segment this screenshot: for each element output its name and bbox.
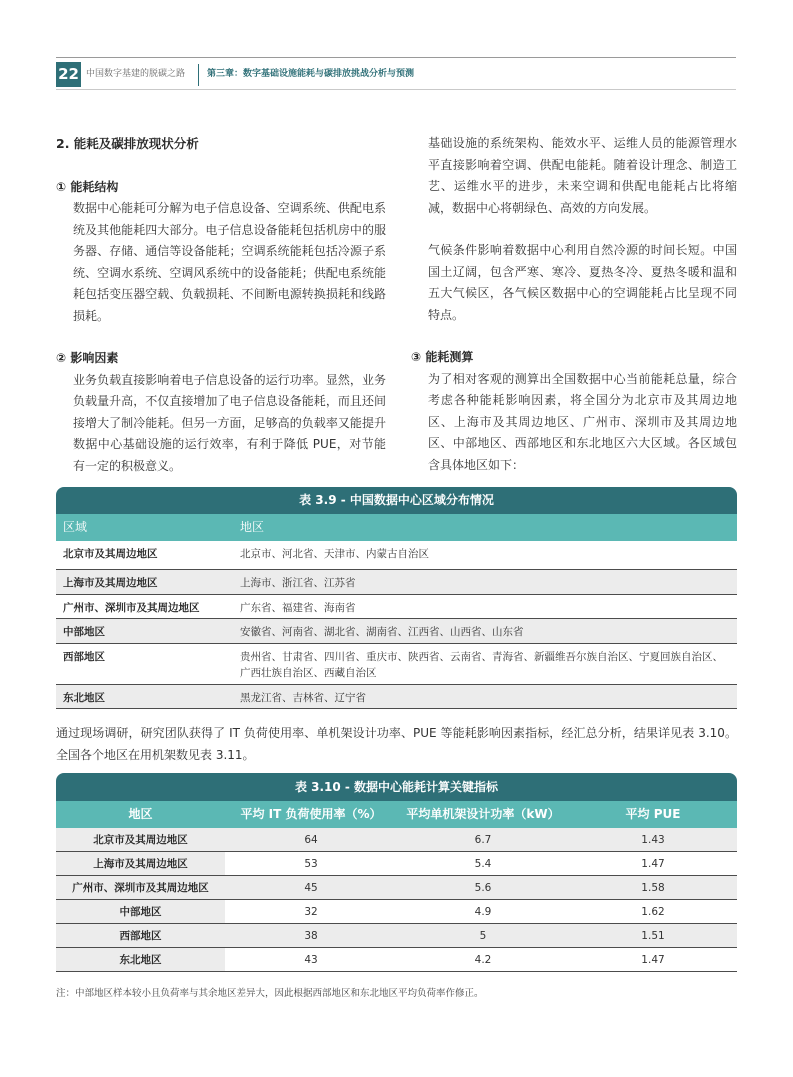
header-separator bbox=[198, 64, 199, 86]
areas-cell: 安徽省、河南省、湖北省、湖南省、江西省、山西省、山东省 bbox=[240, 626, 524, 638]
subheading-energy-estimation: ③ 能耗测算 bbox=[411, 350, 474, 364]
it-load-cell: 43 bbox=[304, 954, 318, 966]
table-row bbox=[56, 619, 737, 644]
areas-cell: 广东省、福建省、海南省 bbox=[240, 602, 356, 614]
it-load-cell: 45 bbox=[304, 882, 318, 894]
areas-cell: 贵州省、甘肃省、四川省、重庆市、陕西省、云南省、青海省、新疆维吾尔族自治区、宁夏回族自治区、广西壮族自治区、西藏自治区 bbox=[240, 651, 723, 679]
right-column bbox=[411, 133, 737, 476]
column-header-it-load: 平均 IT 负荷使用率（%） bbox=[240, 807, 382, 821]
pue-cell: 1.47 bbox=[641, 858, 665, 870]
region-cell: 广州市、深圳市及其周边地区 bbox=[72, 882, 209, 894]
table-title: 表 3.10 - 数据中心能耗计算关键指标 bbox=[56, 773, 737, 801]
rack-power-cell: 4.2 bbox=[474, 954, 492, 966]
it-load-cell: 38 bbox=[304, 930, 318, 942]
table-row bbox=[56, 541, 737, 570]
areas-cell: 北京市、河北省、天津市、内蒙古自治区 bbox=[240, 548, 429, 560]
paragraph-influence-factors: 业务负载直接影响着电子信息设备的运行功率。显然，业务负载量升高，不仅直接增加了电子信息设备能耗，而且还间接增大了制冷能耗。但另一方面，足够高的负载率又能提升数据中心基础设施的运行效率，有利于降低 PUE，对节能有一定的积极意义。 bbox=[73, 372, 386, 473]
table-footnote: 注：中部地区样本较小且负荷率与其余地区差异大，因此根据西部地区和东北地区平均负荷率作修正。 bbox=[56, 988, 484, 999]
paragraph-energy-estimation: 为了相对客观的测算出全国数据中心当前能耗总量，综合考虑各种能耗影响因素，将全国分为北京市及其周边地区、上海市及其周边地区、广州市、深圳市及其周边地区、中部地区、西部地区和东北地区六大区域。各区域包含具体地区如下： bbox=[428, 371, 737, 472]
it-load-cell: 32 bbox=[304, 906, 318, 918]
areas-cell: 上海市、浙江省、江苏省 bbox=[240, 577, 356, 589]
subheading-influence-factors: ② 影响因素 bbox=[56, 351, 119, 365]
rack-power-cell: 5.4 bbox=[474, 858, 492, 870]
rack-power-cell: 6.7 bbox=[474, 834, 492, 846]
page-number: 22 bbox=[56, 62, 81, 87]
pue-cell: 1.62 bbox=[641, 906, 665, 918]
it-load-cell: 53 bbox=[304, 858, 318, 870]
table-row bbox=[56, 948, 737, 972]
column-header-region: 区域 bbox=[63, 520, 88, 534]
subheading-energy-structure: ① 能耗结构 bbox=[56, 179, 119, 194]
table-row bbox=[56, 644, 737, 685]
region-cell: 中部地区 bbox=[63, 626, 105, 638]
rack-power-cell: 5.6 bbox=[474, 882, 492, 894]
header-top-rule bbox=[56, 57, 736, 58]
table-title: 表 3.9 - 中国数据中心区域分布情况 bbox=[56, 487, 737, 514]
region-cell: 上海市及其周边地区 bbox=[63, 577, 158, 589]
chapter-title: 第三章：数字基础设施能耗与碳排放挑战分析与预测 bbox=[207, 69, 415, 79]
table-row bbox=[56, 828, 737, 852]
region-cell: 北京市及其周边地区 bbox=[63, 548, 158, 560]
it-load-cell: 64 bbox=[304, 834, 318, 846]
column-header-region: 地区 bbox=[128, 807, 153, 821]
column-header-pue: 平均 PUE bbox=[625, 807, 681, 821]
column-header-areas: 地区 bbox=[240, 520, 265, 534]
table-row bbox=[56, 876, 737, 900]
table-header-row bbox=[56, 801, 737, 828]
region-cell: 中部地区 bbox=[56, 900, 225, 923]
rack-power-cell: 5 bbox=[479, 930, 487, 942]
pue-cell: 1.58 bbox=[641, 882, 665, 894]
region-distribution-table bbox=[56, 487, 737, 709]
paragraph-climate: 气候条件影响着数据中心利用自然冷源的时间长短。中国国土辽阔，包含严寒、寒冷、夏热冬冷、夏热冬暖和温和五大气候区，各气候区数据中心的空调能耗占比呈现不同特点。 bbox=[428, 243, 737, 322]
paragraph-energy-structure: 数据中心能耗可分解为电子信息设备、空调系统、供配电系统及其他能耗四大部分。电子信息设备能耗包括机房中的服务器、存储、通信等设备能耗；空调系统能耗包括冷源子系统、空调水系统、空调风系统中的设备能耗；供配电系统能耗包括变压器空载、负载损耗、不间断电源转换损耗和线路损耗。 bbox=[73, 201, 386, 323]
region-cell: 上海市及其周边地区 bbox=[56, 852, 225, 875]
table-row bbox=[56, 570, 737, 595]
pue-cell: 1.43 bbox=[641, 834, 665, 846]
book-title: 中国数字基建的脱碳之路 bbox=[86, 69, 186, 79]
table-header-row bbox=[56, 514, 737, 541]
region-cell: 广州市、深圳市及其周边地区 bbox=[63, 602, 200, 614]
energy-indicators-table bbox=[56, 773, 737, 972]
table-row bbox=[56, 685, 737, 709]
table-row bbox=[56, 595, 737, 619]
table-row bbox=[56, 900, 737, 924]
pue-cell: 1.47 bbox=[641, 954, 665, 966]
table-intro-paragraph: 通过现场调研，研究团队获得了 IT 负荷使用率、单机架设计功率、PUE 等能耗影响因素指标，经汇总分析，结果详见表 3.10。全国各个地区在用机架数见表 3.11。 bbox=[56, 726, 737, 762]
header-bottom-rule bbox=[56, 89, 736, 90]
paragraph-infrastructure: 基础设施的系统架构、能效水平、运维人员的能源管理水平直接影响着空调、供配电能耗。随着设计理念、制造工艺、运维水平的进步，未来空调和供配电能耗占比将缩减，数据中心将朝绿色、高效的方向发展。 bbox=[428, 136, 737, 215]
pue-cell: 1.51 bbox=[641, 930, 665, 942]
areas-cell: 黑龙江省、吉林省、辽宁省 bbox=[240, 692, 366, 704]
region-cell: 北京市及其周边地区 bbox=[93, 834, 188, 846]
region-cell: 西部地区 bbox=[119, 930, 162, 942]
section-heading: 2. 能耗及碳排放现状分析 bbox=[56, 136, 199, 151]
region-cell: 东北地区 bbox=[63, 692, 105, 704]
table-row bbox=[56, 924, 737, 948]
rack-power-cell: 4.9 bbox=[474, 906, 492, 918]
column-header-rack-power: 平均单机架设计功率（kW） bbox=[406, 807, 560, 821]
region-cell: 西部地区 bbox=[63, 651, 105, 663]
region-cell: 东北地区 bbox=[56, 948, 225, 971]
left-column bbox=[56, 133, 386, 477]
table-row bbox=[56, 852, 737, 876]
